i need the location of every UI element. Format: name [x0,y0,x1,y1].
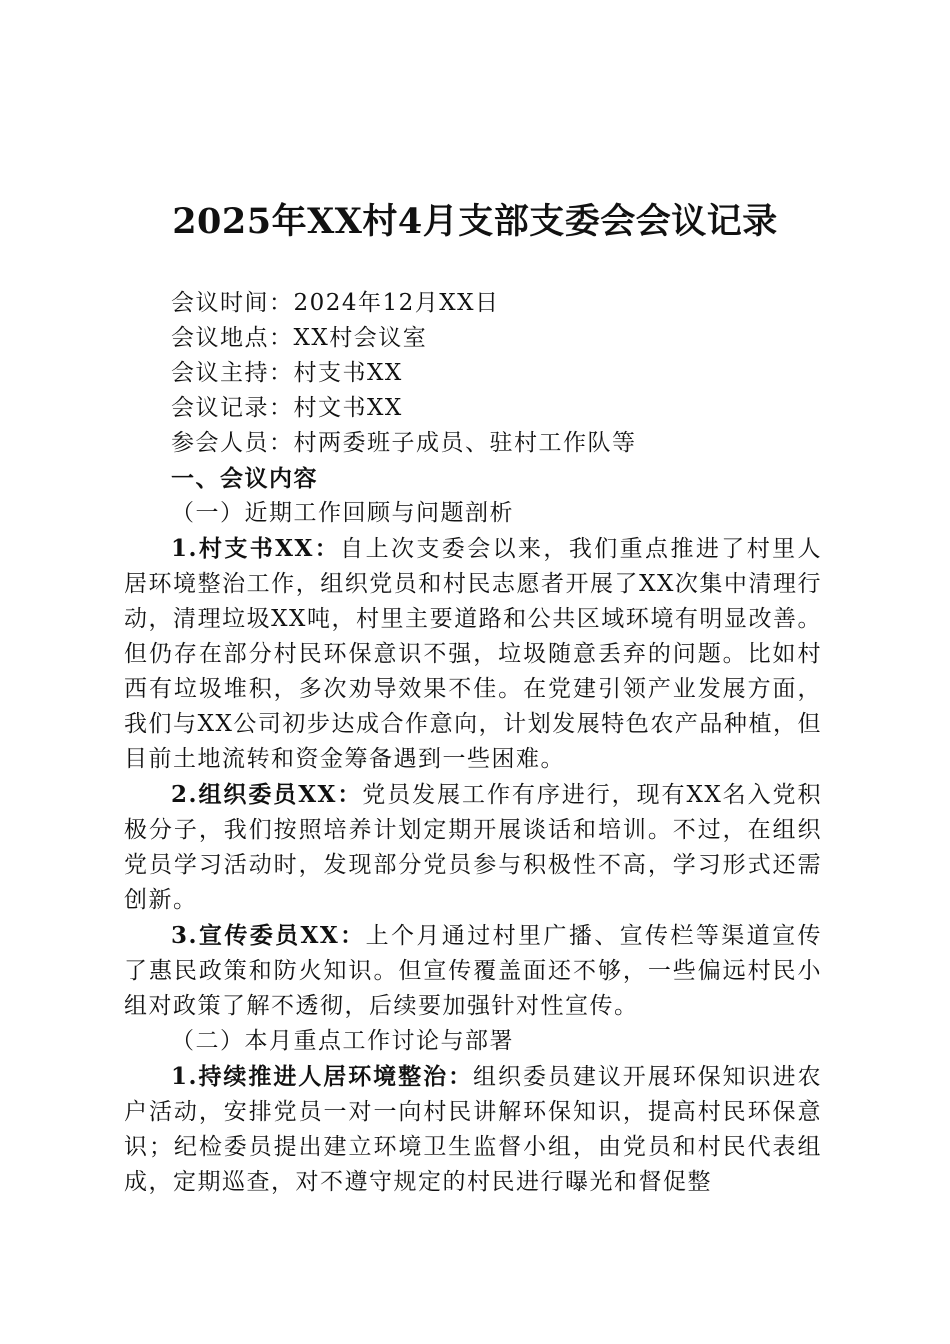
meeting-time: 会议时间：2024年12月XX日 [171,290,500,316]
speaker-label: 1.村支书XX： [171,535,341,562]
speaker-label: 3.宣传委员XX： [171,922,366,949]
paragraph-text: 自上次支委会以来，我们重点推进了村里人居环境整治工作，组织党员和村民志愿者开展了XX次集中清理行动，清理垃圾XX吨，村里主要道路和公共区域环境有明显改善。但仍存在部分村民环保意识不强，垃圾随意丢弃的问题。比如村西有垃圾堆积，多次劝导效果不佳。在党建引领产业发展方面，我们与XX公司初步达成合作意向，计划发展特色农产品种植，但目前土地流转和资金筹备遇到一些困难。 [124,536,823,772]
section-heading: 一、会议内容 [171,465,318,492]
meeting-recorder: 会议记录：村文书XX [171,395,403,421]
paragraph [124,531,822,777]
meeting-location: 会议地点：XX村会议室 [171,325,428,351]
paragraph-text: 上个月通过村里广播、宣传栏等渠道宣传了惠民政策和防火知识。但宣传覆盖面还不够，一些偏远村民小组对政策了解不透彻，后续要加强针对性宣传。 [124,923,823,1019]
paragraph [124,918,822,1024]
meeting-info [124,286,822,461]
meeting-attendees: 参会人员：村两委班子成员、驻村工作队等 [171,430,637,456]
paragraph [124,1059,822,1200]
document-title: 2025年XX村4月支部支委会会议记录 [172,201,778,242]
speaker-label: 2.组织委员XX： [171,781,363,808]
subsection-heading: （一）近期工作回顾与问题剖析 [171,500,514,526]
paragraph-text: 组织委员建议开展环保知识进农户活动，安排党员一对一向村民讲解环保知识，提高村民环保意识；纪检委员提出建立环境卫生监督小组，由党员和村民代表组成，定期巡查，对不遵守规定的村民进行曝光和督促整 [124,1064,823,1195]
document-body [124,286,822,1200]
meeting-host: 会议主持：村支书XX [171,360,403,386]
item-label: 1.持续推进人居环境整治： [171,1063,474,1090]
paragraph [124,777,822,918]
subsection-heading: （二）本月重点工作讨论与部署 [171,1028,514,1054]
paragraph-text: 党员发展工作有序进行，现有XX名入党积极分子，我们按照培养计划定期开展谈话和培训。不过，在组织党员学习活动时，发现部分党员参与积极性不高，学习形式还需创新。 [124,782,822,913]
